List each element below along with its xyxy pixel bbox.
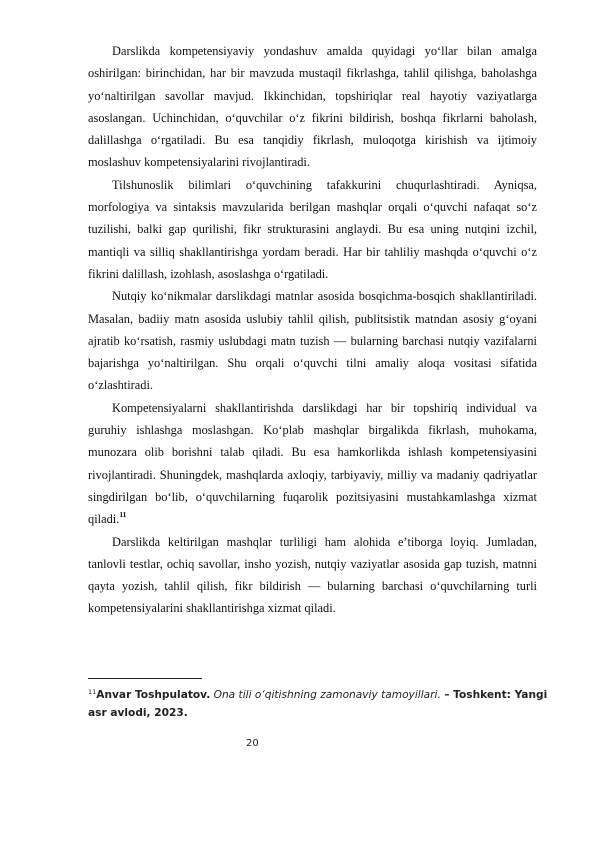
footnote-publisher: – Toshkent: Yangi asr avlodi, 2023.: [88, 689, 548, 719]
paragraph-1: Darslikda kompetensiyaviy yondashuv amalda quyidagi yo‘llar bilan amalga oshirilgan: birinchidan, har bir mavzuda mustaqil fikrlashga, tahlil qilishga, baholashga yo‘naltirilgan savollar mavjud. Ikkinchidan, topshiriqlar real hayotiy vaziyatlarga asoslangan. Uchinchidan, o‘quvchilar o‘z fikrini bildirish, boshqa fikrlarni baholash, dalillashga o‘rgatiladi. Bu esa tanqidiy fikrlash, muloqotga kirishish va ijtimoiy moslashuv kompetensiyalarini rivojlantiradi.: [88, 44, 537, 170]
paragraph-4-text: Kompetensiyalarni shakllantirishda darslikdagi har bir topshiriq individual va guruhiy ishlashga moslashgan. Ko‘plab mashqlar birgalikda fikrlash, muhokama, munozara olib borishni talab qiladi. Bu esa hamkorlikda ishlash kompetensiyasini rivojlantiradi. Shuningdek, mashqlarda axloqiy, tarbiyaviy, milliy va madaniy qadriyatlar singdirilgan bo‘lib, o‘quvchilarning fuqarolik pozitsiyasini mustahkamlashga xizmat qiladi.: [88, 400, 537, 527]
footnote-mark: 11: [88, 688, 97, 696]
body-text: [88, 40, 537, 620]
footnote-separator: [88, 678, 202, 679]
paragraph-3: Nutqiy ko‘nikmalar darslikdagi matnlar asosida bosqichma-bosqich shakllantiriladi. Masalan, badiiy matn asosida uslubiy tahlil qilish, publitsistik matndan asosiy g‘oyani ajratib ko‘rsatish, rasmiy uslubdagi matn tuzish — bularning barchasi nutqiy vazifalarni bajarishga yo‘naltirilgan. Shu orqali o‘quvchi tilni amaliy aloqa vositasi sifatida o‘zlashtiradi.: [88, 289, 537, 393]
footnote-reference[interactable]: 11: [119, 510, 127, 520]
footnote-author: Anvar Toshpulatov.: [96, 689, 211, 701]
paragraph-4: [88, 397, 537, 531]
page-number: 20: [246, 738, 259, 749]
footnote-title: Ona tili o‘qitishning zamonaviy tamoyillari.: [213, 689, 441, 701]
footnote: [88, 683, 558, 722]
paragraph-2: Tilshunoslik bilimlari o‘quvchining tafakkurini chuqurlashtiradi. Ayniqsa, morfologiya va sintaksis mavzularida berilgan mashqlar orqali o‘quvchi nafaqat so‘z tuzilishi, balki gap qurilishi, fikr strukturasini anglaydi. Bu esa uning nutqini izchil, mantiqli va silliq shakllantirishga yordam beradi. Har bir tahliliy mashqda o‘quvchi o‘z fikrini dalillash, izohlash, asoslashga o‘rgatiladi.: [88, 177, 537, 281]
paragraph-5: Darslikda keltirilgan mashqlar turliligi ham alohida e’tiborga loyiq. Jumladan, tanlovli testlar, ochiq savollar, insho yozish, nutqiy vaziyatlar asosida gap tuzish, matnni qayta yozish, tahlil qilish, fikr bildirish — bularning barchasi o‘quvchilarning turli kompetensiyalarini shakllantirishga xizmat qiladi.: [88, 534, 537, 616]
